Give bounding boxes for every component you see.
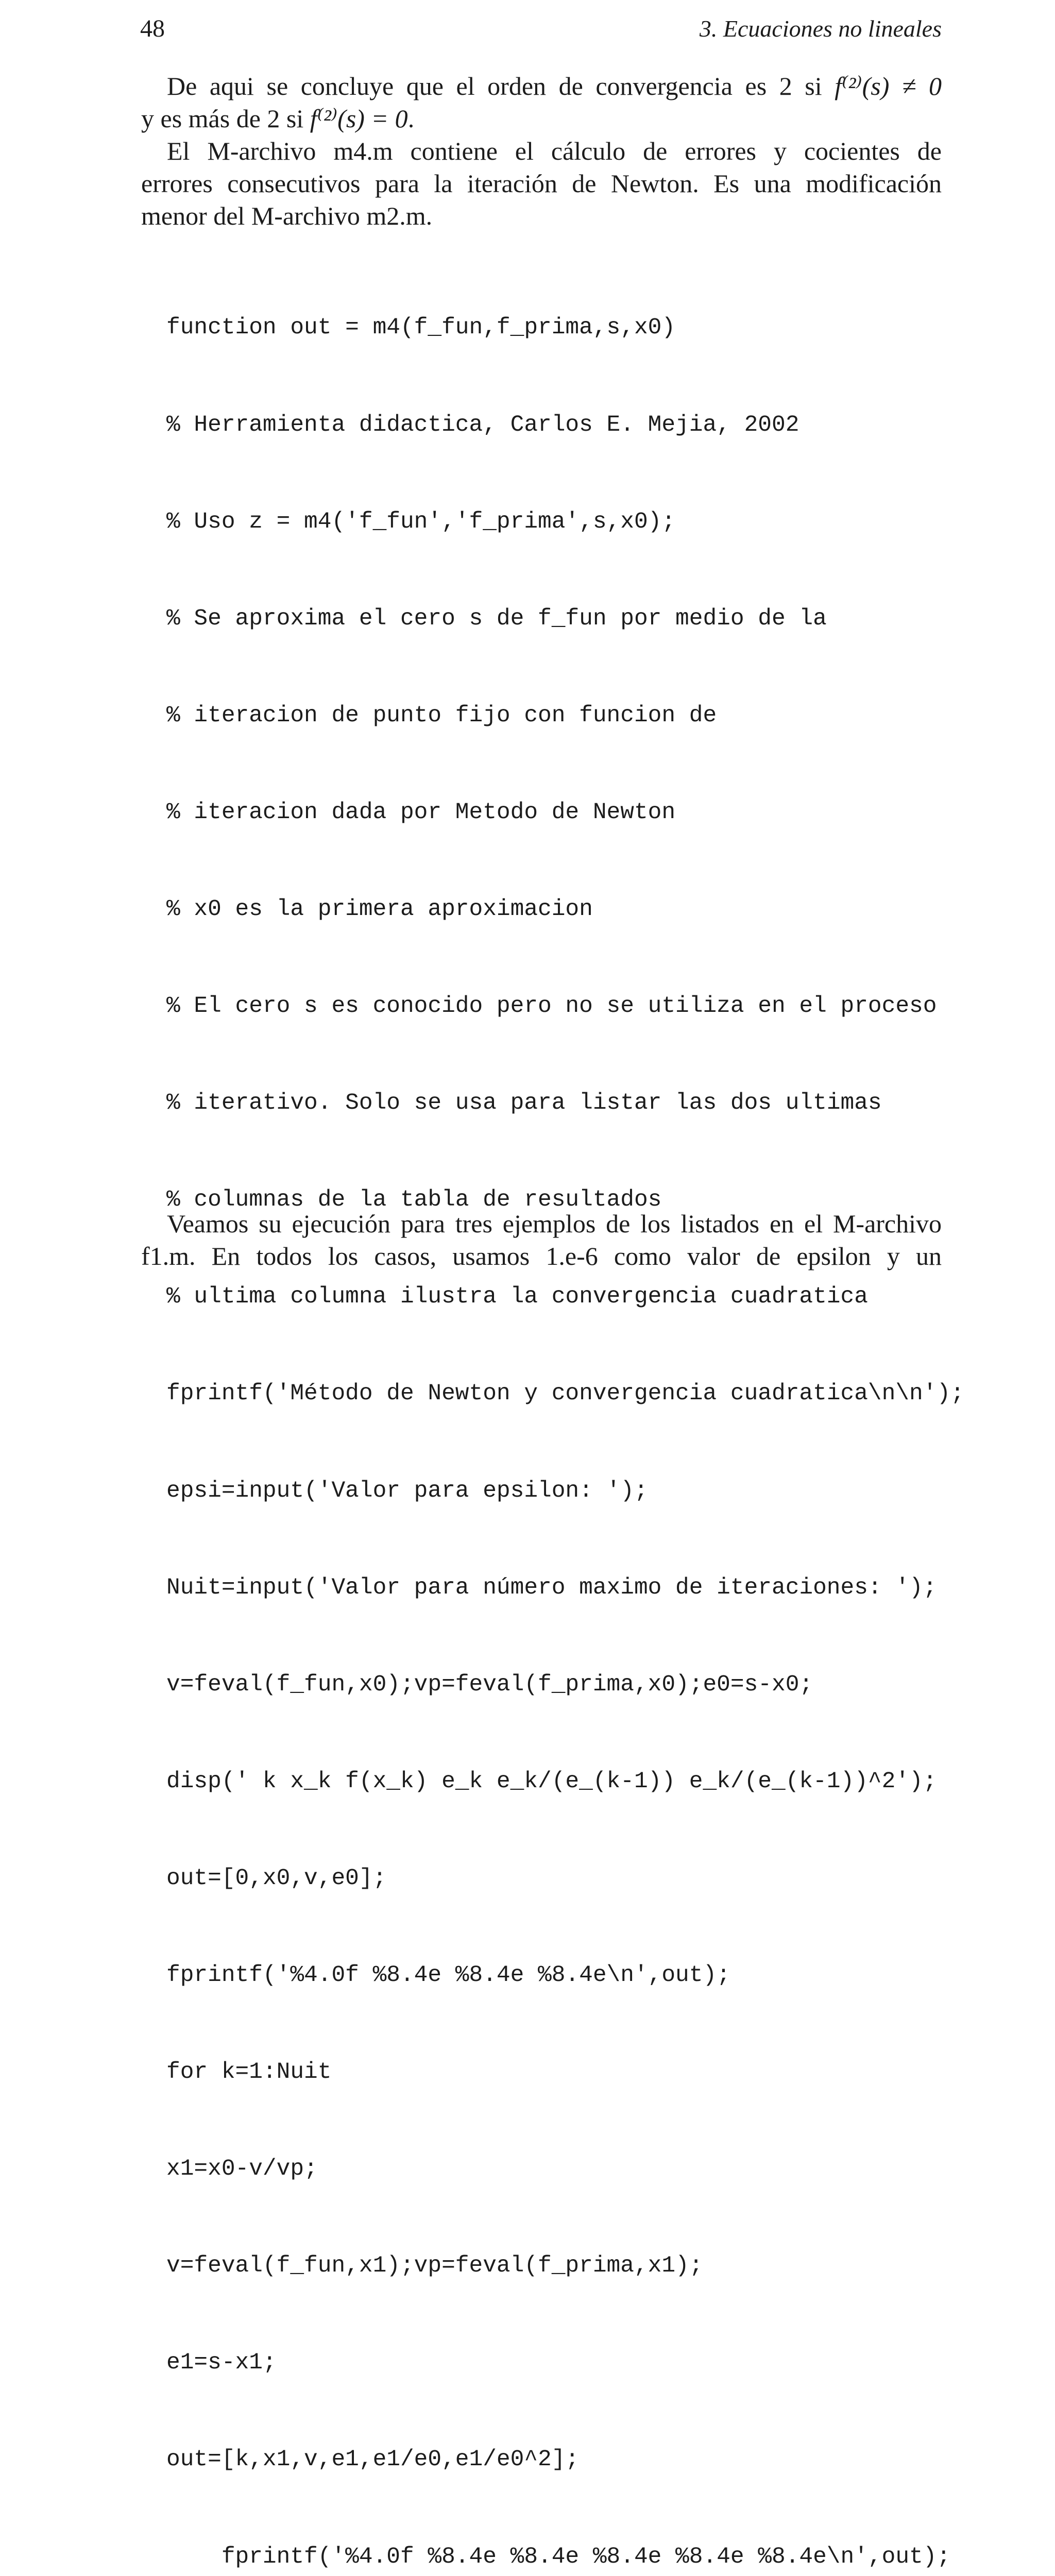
code-line: % El cero s es conocido pero no se utiliza en el proceso	[166, 993, 937, 1020]
code-line: % x0 es la primera aproximacion	[166, 896, 593, 922]
code-line: % Se aproxima el cero s de f_fun por medio de la	[166, 605, 827, 632]
code-line: % iterativo. Solo se usa para listar las dos ultimas	[166, 1090, 882, 1116]
code-line: disp(' k x_k f(x_k) e_k e_k/(e_(k-1)) e_k/(e_(k-1))^2');	[166, 1768, 937, 1794]
convergence-paragraph	[141, 70, 942, 135]
code-line: out=[0,x0,v,e0];	[166, 1865, 387, 1891]
code-listing	[166, 247, 970, 2576]
code-line: Nuit=input('Valor para número maximo de iteraciones: ');	[166, 1574, 937, 1601]
code-line: fprintf('%4.0f %8.4e %8.4e %8.4e\n',out);	[166, 1962, 730, 1988]
code-line: epsi=input('Valor para epsilon: ');	[166, 1478, 648, 1504]
m-file-line-3: menor del M-archivo m2.m.	[141, 201, 433, 230]
chapter-title: 3. Ecuaciones no lineales	[699, 15, 942, 42]
code-line: function out = m4(f_fun,f_prima,s,x0)	[166, 315, 676, 341]
page-number: 48	[140, 15, 165, 42]
code-line: % iteracion dada por Metodo de Newton	[166, 799, 676, 825]
execution-line-1: Veamos su ejecución para tres ejemplos de los listados en el M-archivo	[167, 1209, 942, 1238]
execution-line-2: f1.m. En todos los casos, usamos 1.e-6 como valor de epsilon y un	[141, 1242, 942, 1270]
code-line: fprintf('Método de Newton y convergencia cuadratica\n\n');	[166, 1381, 964, 1407]
code-line: fprintf('%4.0f %8.4e %8.4e %8.4e %8.4e %8.4e\n',out);	[166, 2544, 951, 2570]
m-file-paragraph	[141, 135, 942, 232]
code-line: v=feval(f_fun,x0);vp=feval(f_prima,x0);e0=s-x0;	[166, 1671, 813, 1698]
m-file-line-2: errores consecutivos para la iteración de Newton. Es una modificación	[141, 169, 942, 198]
math-second-derivative-nonzero: f⁽²⁾(s) ≠ 0	[835, 72, 942, 100]
convergence-line-1: De aqui se concluye que el orden de convergencia es 2 si f⁽²⁾(s) ≠ 0	[167, 72, 942, 100]
math-second-derivative-zero: f⁽²⁾(s) = 0	[310, 104, 408, 133]
code-line: for k=1:Nuit	[166, 2059, 332, 2086]
code-line: out=[k,x1,v,e1,e1/e0,e1/e0^2];	[166, 2447, 580, 2473]
code-line: % iteracion de punto fijo con funcion de	[166, 702, 717, 728]
m-file-line-1: El M-archivo m4.m contiene el cálculo de errores y cocientes de	[167, 137, 942, 165]
code-line: % Uso z = m4('f_fun','f_prima',s,x0);	[166, 509, 676, 535]
code-line: e1=s-x1;	[166, 2350, 277, 2376]
code-line: v=feval(f_fun,x1);vp=feval(f_prima,x1);	[166, 2253, 703, 2279]
code-line: % columnas de la tabla de resultados	[166, 1187, 662, 1213]
intro-paragraphs	[141, 70, 942, 232]
convergence-line-2: y es más de 2 si f⁽²⁾(s) = 0.	[141, 104, 415, 133]
execution-paragraph	[141, 1208, 942, 1273]
code-line: % ultima columna ilustra la convergencia cuadratica	[166, 1284, 868, 1310]
code-line: % Herramienta didactica, Carlos E. Mejia, 2002	[166, 412, 799, 438]
outro-paragraph	[141, 1208, 942, 1273]
code-line: x1=x0-v/vp;	[166, 2156, 318, 2182]
